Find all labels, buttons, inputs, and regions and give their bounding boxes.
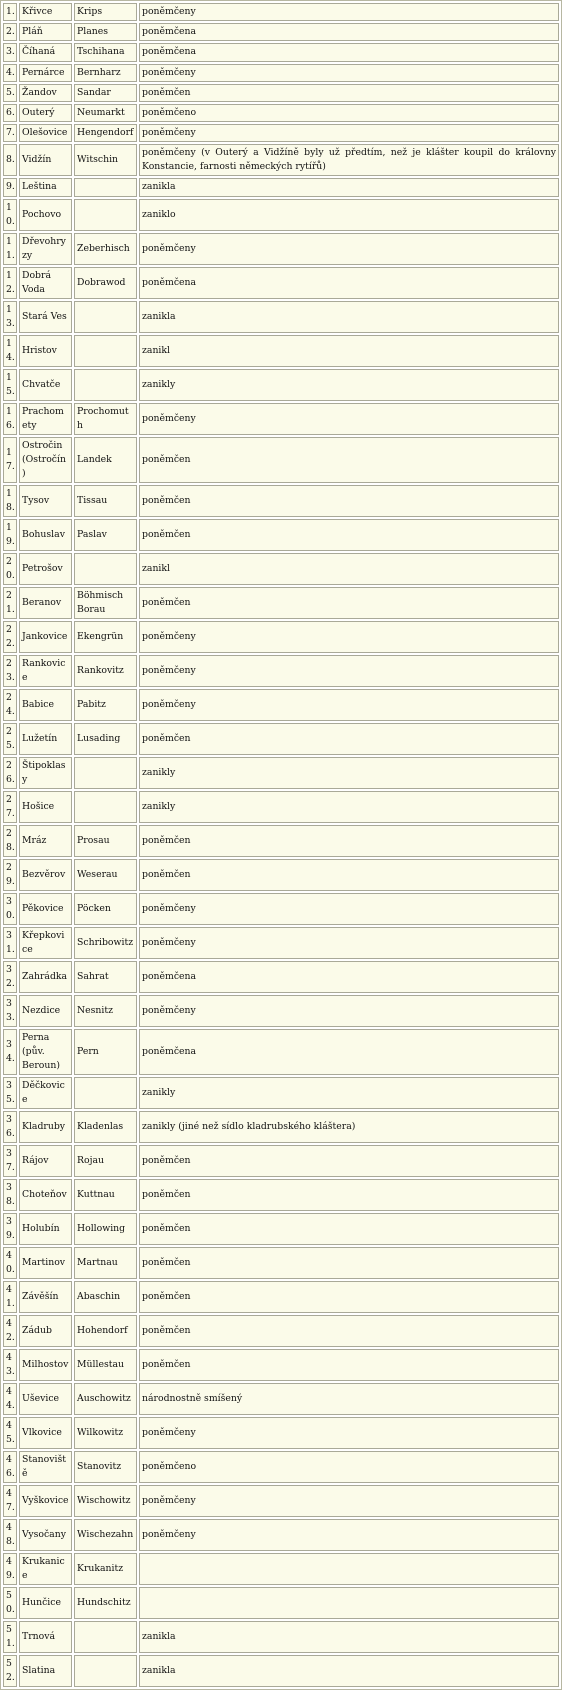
czech-name-cell: Babice [19,689,72,721]
german-name-cell: Witschin [74,144,137,176]
czech-name-cell: Ostročin (Ostročín) [19,437,72,483]
czech-name-cell: Zahrádka [19,961,72,993]
status-cell: zanikl [139,553,559,585]
status-cell [139,1553,559,1585]
table-row [3,1111,559,1143]
czech-name-cell: Závěšín [19,1281,72,1313]
czech-name-cell: Perna (pův. Beroun) [19,1029,72,1075]
status-cell: poněmčen [139,519,559,551]
german-name-cell: Nesnitz [74,995,137,1027]
german-name-cell: Neumarkt [74,104,137,122]
row-number-cell: 23. [3,655,17,687]
german-name-cell: Krukanitz [74,1553,137,1585]
german-name-cell [74,757,137,789]
german-name-cell: Hohendorf [74,1315,137,1347]
german-name-cell: Pabitz [74,689,137,721]
row-number-cell: 39. [3,1213,17,1245]
row-number-cell: 41. [3,1281,17,1313]
czech-name-cell: Hunčice [19,1587,72,1619]
status-cell: poněmčeny [139,3,559,21]
czech-name-cell: Nezdice [19,995,72,1027]
table-row [3,43,559,61]
german-name-cell [74,199,137,231]
table-row [3,1349,559,1381]
czech-name-cell: Kladruby [19,1111,72,1143]
row-number-cell: 20. [3,553,17,585]
table-row [3,961,559,993]
status-cell: zanikla [139,1655,559,1687]
czech-name-cell: Křivce [19,3,72,21]
table-row [3,1179,559,1211]
table-row [3,655,559,687]
table-row [3,23,559,41]
czech-name-cell: Holubín [19,1213,72,1245]
row-number-cell: 26. [3,757,17,789]
row-number-cell: 17. [3,437,17,483]
row-number-cell: 45. [3,1417,17,1449]
czech-name-cell: Pěkovice [19,893,72,925]
czech-name-cell: Uševice [19,1383,72,1415]
czech-name-cell: Křepkovice [19,927,72,959]
status-cell: poněmčeny [139,124,559,142]
german-name-cell [74,1655,137,1687]
row-number-cell: 31. [3,927,17,959]
row-number-cell: 7. [3,124,17,142]
german-name-cell [74,178,137,196]
table-row [3,825,559,857]
row-number-cell: 13. [3,301,17,333]
czech-name-cell: Hošice [19,791,72,823]
row-number-cell: 36. [3,1111,17,1143]
german-name-cell: Pern [74,1029,137,1075]
status-cell: poněmčeny [139,655,559,687]
table-row [3,233,559,265]
czech-name-cell: Stanoviště [19,1451,72,1483]
czech-name-cell: Martinov [19,1247,72,1279]
status-cell: poněmčeny [139,64,559,82]
status-cell: poněmčeny [139,1485,559,1517]
table-row [3,178,559,196]
german-name-cell: Prochomuth [74,403,137,435]
table-row [3,403,559,435]
row-number-cell: 6. [3,104,17,122]
status-cell: poněmčen [139,825,559,857]
czech-name-cell: Číhaná [19,43,72,61]
german-name-cell: Bernharz [74,64,137,82]
status-cell: zanikla [139,1621,559,1653]
czech-name-cell: Krukanice [19,1553,72,1585]
table-row [3,689,559,721]
row-number-cell: 42. [3,1315,17,1347]
status-cell: poněmčen [139,1179,559,1211]
german-name-cell: Auschowitz [74,1383,137,1415]
german-name-cell: Wilkowitz [74,1417,137,1449]
czech-name-cell: Milhostov [19,1349,72,1381]
status-cell: poněmčeny [139,689,559,721]
table-row [3,199,559,231]
row-number-cell: 18. [3,485,17,517]
status-cell: poněmčena [139,43,559,61]
german-name-cell: Kladenlas [74,1111,137,1143]
row-number-cell: 38. [3,1179,17,1211]
row-number-cell: 16. [3,403,17,435]
table-row [3,587,559,619]
czech-name-cell: Trnová [19,1621,72,1653]
row-number-cell: 33. [3,995,17,1027]
czech-name-cell: Vysočany [19,1519,72,1551]
row-number-cell: 43. [3,1349,17,1381]
czech-name-cell: Dřevohryzy [19,233,72,265]
german-name-cell: Martnau [74,1247,137,1279]
czech-name-cell: Rájov [19,1145,72,1177]
czech-name-cell: Vlkovice [19,1417,72,1449]
status-cell: zanikly [139,757,559,789]
czech-name-cell: Tysov [19,485,72,517]
czech-name-cell: Štipoklasy [19,757,72,789]
german-name-cell: Stanovitz [74,1451,137,1483]
table-row [3,553,559,585]
german-name-cell: Kuttnau [74,1179,137,1211]
german-name-cell [74,791,137,823]
czech-name-cell: Rankovice [19,655,72,687]
row-number-cell: 19. [3,519,17,551]
status-cell: zanikla [139,178,559,196]
czech-name-cell: Petrošov [19,553,72,585]
czech-name-cell: Vyškovice [19,1485,72,1517]
german-name-cell: Müllestau [74,1349,137,1381]
german-name-cell: Hundschitz [74,1587,137,1619]
table-row [3,301,559,333]
status-cell: zanikly (jiné než sídlo kladrubského kláštera) [139,1111,559,1143]
table-row [3,1247,559,1279]
german-name-cell [74,1077,137,1109]
czech-name-cell: Hristov [19,335,72,367]
row-number-cell: 9. [3,178,17,196]
german-name-cell: Paslav [74,519,137,551]
status-cell: poněmčeny [139,621,559,653]
german-name-cell: Hengendorf [74,124,137,142]
czech-name-cell: Pláň [19,23,72,41]
status-cell: poněmčeny [139,1519,559,1551]
status-cell: poněmčeny [139,893,559,925]
status-cell: poněmčena [139,961,559,993]
row-number-cell: 51. [3,1621,17,1653]
row-number-cell: 11. [3,233,17,265]
status-cell: poněmčeno [139,1451,559,1483]
status-cell: poněmčeny [139,233,559,265]
czech-name-cell: Žandov [19,84,72,102]
table-row [3,437,559,483]
status-cell: poněmčeny [139,927,559,959]
row-number-cell: 46. [3,1451,17,1483]
table-row [3,1655,559,1687]
row-number-cell: 25. [3,723,17,755]
czech-name-cell: Choteňov [19,1179,72,1211]
table-row [3,1519,559,1551]
german-name-cell [74,1621,137,1653]
german-name-cell: Tschihana [74,43,137,61]
czech-name-cell: Prachomety [19,403,72,435]
row-number-cell: 15. [3,369,17,401]
status-cell: poněmčen [139,1281,559,1313]
german-name-cell: Sandar [74,84,137,102]
german-name-cell: Wischowitz [74,1485,137,1517]
status-cell: poněmčen [139,1349,559,1381]
czech-name-cell: Vidžín [19,144,72,176]
row-number-cell: 22. [3,621,17,653]
czech-name-cell: Slatina [19,1655,72,1687]
status-cell: zanikly [139,369,559,401]
status-cell: národnostně smíšený [139,1383,559,1415]
status-cell: poněmčeny (v Outerý a Vidžíně byly už předtím, než je klášter koupil do královny Konstancie, farnosti německých rytířů) [139,144,559,176]
status-cell: poněmčena [139,267,559,299]
table-row [3,84,559,102]
czech-name-cell: Zádub [19,1315,72,1347]
row-number-cell: 44. [3,1383,17,1415]
table-row [3,893,559,925]
status-cell: poněmčeny [139,1417,559,1449]
table-row [3,1383,559,1415]
table-row [3,1029,559,1075]
status-cell: poněmčena [139,1029,559,1075]
german-name-cell: Prosau [74,825,137,857]
row-number-cell: 14. [3,335,17,367]
row-number-cell: 30. [3,893,17,925]
table-row [3,144,559,176]
status-cell: poněmčen [139,84,559,102]
row-number-cell: 34. [3,1029,17,1075]
german-name-cell: Tissau [74,485,137,517]
table-row [3,1213,559,1245]
table-row [3,723,559,755]
status-cell: zanikla [139,301,559,333]
german-name-cell: Wischezahn [74,1519,137,1551]
german-name-cell: Dobrawod [74,267,137,299]
czech-name-cell: Bezvěrov [19,859,72,891]
row-number-cell: 28. [3,825,17,857]
row-number-cell: 52. [3,1655,17,1687]
status-cell: zaniklo [139,199,559,231]
table-row [3,1553,559,1585]
german-name-cell: Schribowitz [74,927,137,959]
status-cell: poněmčen [139,1213,559,1245]
row-number-cell: 48. [3,1519,17,1551]
status-cell: poněmčen [139,1247,559,1279]
row-number-cell: 8. [3,144,17,176]
row-number-cell: 1. [3,3,17,21]
row-number-cell: 35. [3,1077,17,1109]
table-row [3,104,559,122]
table-row [3,1417,559,1449]
german-name-cell: Ekengrün [74,621,137,653]
status-cell: poněmčen [139,485,559,517]
table-row [3,757,559,789]
row-number-cell: 49. [3,1553,17,1585]
table-row [3,1077,559,1109]
czech-name-cell: Jankovice [19,621,72,653]
row-number-cell: 5. [3,84,17,102]
status-cell: poněmčeny [139,995,559,1027]
row-number-cell: 3. [3,43,17,61]
status-cell: poněmčen [139,587,559,619]
czech-name-cell: Bohuslav [19,519,72,551]
status-cell: zanikly [139,791,559,823]
table-row [3,1281,559,1313]
table-row [3,791,559,823]
german-name-cell: Krips [74,3,137,21]
table-row [3,621,559,653]
czech-name-cell: Dobrá Voda [19,267,72,299]
german-name-cell: Pöcken [74,893,137,925]
table-row [3,859,559,891]
status-cell: poněmčen [139,859,559,891]
row-number-cell: 21. [3,587,17,619]
czech-name-cell: Beranov [19,587,72,619]
row-number-cell: 4. [3,64,17,82]
row-number-cell: 12. [3,267,17,299]
german-name-cell: Weserau [74,859,137,891]
table-row [3,1621,559,1653]
table-row [3,64,559,82]
czech-name-cell: Olešovice [19,124,72,142]
german-name-cell: Rankovitz [74,655,137,687]
table-row [3,519,559,551]
status-cell [139,1587,559,1619]
table-row [3,1451,559,1483]
german-name-cell: Sahrat [74,961,137,993]
status-cell: poněmčen [139,1315,559,1347]
czech-name-cell: Pernárce [19,64,72,82]
row-number-cell: 47. [3,1485,17,1517]
german-name-cell: Hollowing [74,1213,137,1245]
czech-name-cell: Outerý [19,104,72,122]
table-row [3,369,559,401]
row-number-cell: 2. [3,23,17,41]
row-number-cell: 29. [3,859,17,891]
german-name-cell: Planes [74,23,137,41]
german-name-cell: Böhmisch Borau [74,587,137,619]
table-row [3,1485,559,1517]
german-name-cell [74,553,137,585]
czech-name-cell: Stará Ves [19,301,72,333]
table-row [3,927,559,959]
row-number-cell: 40. [3,1247,17,1279]
table-row [3,1587,559,1619]
row-number-cell: 32. [3,961,17,993]
row-number-cell: 37. [3,1145,17,1177]
row-number-cell: 24. [3,689,17,721]
table-row [3,267,559,299]
german-name-cell [74,369,137,401]
czech-name-cell: Děčkovice [19,1077,72,1109]
row-number-cell: 10. [3,199,17,231]
status-cell: poněmčena [139,23,559,41]
german-name-cell: Landek [74,437,137,483]
villages-table-body [3,3,559,1687]
table-row [3,335,559,367]
table-row [3,3,559,21]
status-cell: poněmčeny [139,403,559,435]
german-name-cell: Abaschin [74,1281,137,1313]
row-number-cell: 27. [3,791,17,823]
status-cell: poněmčen [139,723,559,755]
status-cell: poněmčeno [139,104,559,122]
czech-name-cell: Pochovo [19,199,72,231]
german-name-cell: Lusading [74,723,137,755]
table-row [3,1145,559,1177]
table-row [3,995,559,1027]
czech-name-cell: Mráz [19,825,72,857]
german-name-cell [74,335,137,367]
status-cell: poněmčen [139,1145,559,1177]
row-number-cell: 50. [3,1587,17,1619]
german-name-cell: Rojau [74,1145,137,1177]
czech-name-cell: Chvatče [19,369,72,401]
czech-name-cell: Leština [19,178,72,196]
table-row [3,485,559,517]
status-cell: zanikl [139,335,559,367]
german-name-cell: Zeberhisch [74,233,137,265]
status-cell: zanikly [139,1077,559,1109]
table-row [3,1315,559,1347]
table-row [3,124,559,142]
german-name-cell [74,301,137,333]
status-cell: poněmčen [139,437,559,483]
czech-name-cell: Lužetín [19,723,72,755]
